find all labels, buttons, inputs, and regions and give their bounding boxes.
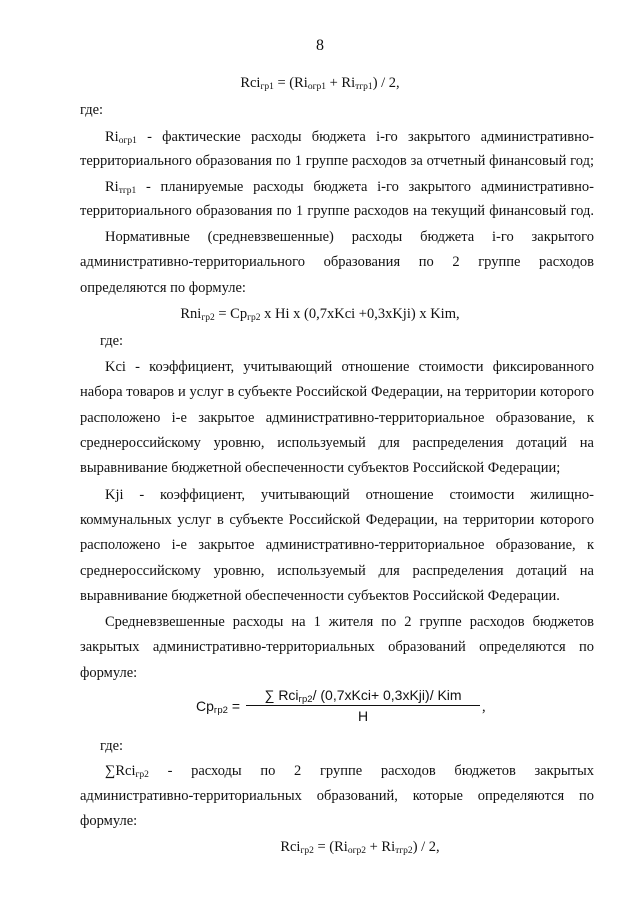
def-kci-line3: расположено i-е закрытое административно-территориальное образование, к	[80, 410, 594, 426]
normative-line1: Нормативные (средневзвешенные) расходы бюджета i-го закрытого	[105, 229, 594, 245]
def-sum-line3: формуле:	[80, 813, 138, 829]
formula-rci-gr2: $Rci_{гр2} = (Ri_{огр2} + Ri_{тгр2}) / 2$,	[280, 839, 440, 856]
def-ri-tgr1-line2: территориального образования по 1 группе расходов на текущий финансовый год.	[80, 203, 594, 219]
def-kji-line4: среднероссийскому уровню, используемый для распределения дотаций на	[80, 563, 594, 579]
fraction-denominator: H	[357, 708, 369, 724]
def-kji-line2: коммунальных услуг в субъекте Российской Федерации, на территории которого	[80, 512, 594, 528]
where-label: где:	[100, 738, 124, 754]
def-ri-tgr1-line1: $Ri_{тгр1}$ - планируемые расходы бюджета i-го закрытого административно-	[105, 179, 594, 196]
normative-line2: административно-территориального образования по 2 группе расходов	[80, 254, 594, 270]
def-kji-line1: Kji - коэффициент, учитывающий отношение стоимости жилищно-	[105, 487, 594, 503]
fraction	[246, 687, 480, 724]
where-label: где:	[80, 102, 104, 118]
average-line1: Средневзвешенные расходы на 1 жителя по 2 группе расходов бюджетов	[105, 614, 594, 630]
def-sum-line2: административно-территориальных образований, которые определяются по	[80, 788, 594, 804]
page-number: 8	[316, 37, 324, 54]
def-kci-line5: выравнивание бюджетной обеспеченности субъектов Российской Федерации;	[80, 460, 561, 476]
def-kci-line2: набора товаров и услуг в субъекте Российской Федерации, на территории которого	[80, 384, 594, 400]
def-kji-line5: выравнивание бюджетной обеспеченности субъектов Российской Федерации.	[80, 588, 560, 604]
formula-cp-gr2	[196, 687, 486, 724]
fraction-numerator: ∑ Rci$_{гр2}$/ (0,7xKci+ 0,3xKji)/ Kim	[264, 687, 462, 705]
formula-rci-gr1: $Rci_{гр1} = (Ri_{огр1} + Ri_{тгр1}) / 2$,	[240, 75, 400, 92]
formula-rni-gr2: $Rni_{гр2} = Cp_{гр2}$ x Hi x (0,7xKci +0,3xKji) x Kim,	[180, 306, 460, 323]
def-kci-line1: Kci - коэффициент, учитывающий отношение стоимости фиксированного	[105, 359, 594, 375]
def-kci-line4: среднероссийскому уровню, используемый для распределения дотаций на	[80, 435, 594, 451]
def-ri-ogr1-line2: территориального образования по 1 группе расходов за отчетный финансовый год;	[80, 153, 594, 169]
def-sum-line1: ∑Rci$_{гр2}$ - расходы по 2 группе расходов бюджетов закрытых	[105, 763, 594, 780]
average-line2: закрытых административно-территориальных образований определяются по	[80, 639, 594, 655]
average-line3: формуле:	[80, 665, 138, 681]
where-label: где:	[100, 333, 124, 349]
formula-comma: ,	[482, 699, 486, 715]
def-ri-ogr1-line1: $Ri_{огр1}$ - фактические расходы бюджета i-го закрытого административно-	[105, 129, 594, 146]
formula-cp-gr2-lhs: $Cp_{гр2}$ =	[196, 697, 241, 716]
normative-line3: определяются по формуле:	[80, 280, 246, 296]
def-kji-line3: расположено i-е закрытое административно-территориальное образование, к	[80, 537, 594, 553]
